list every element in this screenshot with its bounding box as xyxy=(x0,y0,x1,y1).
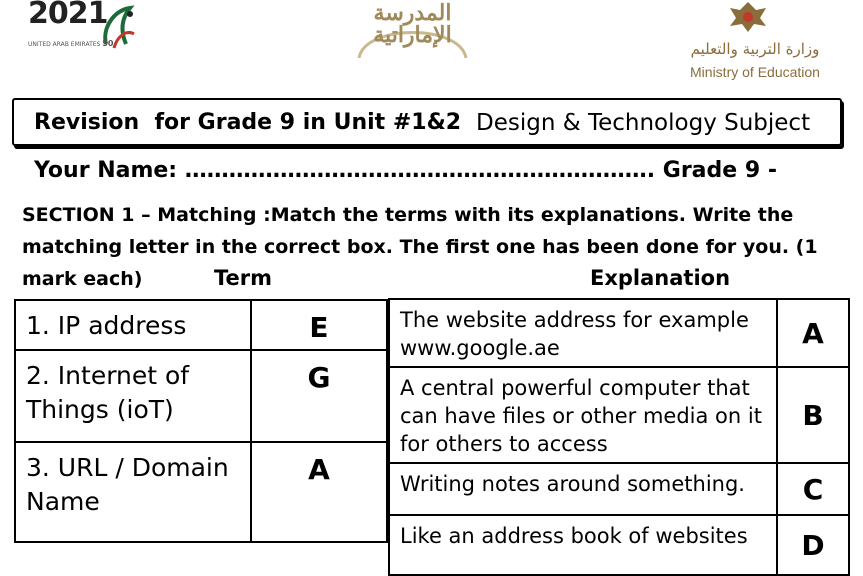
letter-cell: B xyxy=(777,367,849,463)
year-of-fifty-logo xyxy=(0,0,160,66)
explanation-cell: A central powerful computer that can have files or other media on it for others to access xyxy=(389,367,777,463)
answer-box[interactable]: E xyxy=(251,300,387,350)
ministry-name-english: Ministry of Education xyxy=(690,64,820,80)
school-name: المدرسة الإماراتية xyxy=(373,0,452,48)
explanation-cell: Like an address book of websites xyxy=(389,515,777,575)
explanation-column-heading: Explanation xyxy=(590,266,731,290)
term-cell: 1. IP address xyxy=(15,300,251,350)
term-column-heading: Term xyxy=(214,266,273,290)
explanation-cell: Writing notes around something. xyxy=(389,463,777,515)
explanation-cell: The website address for example www.google.ae xyxy=(389,299,777,367)
terms-table xyxy=(14,299,388,543)
term-cell: 2. Internet of Things (ioT) xyxy=(15,350,251,442)
explanations-table xyxy=(388,298,850,576)
letter-cell: D xyxy=(777,515,849,575)
title-banner xyxy=(12,98,842,146)
table-row xyxy=(389,463,849,515)
title-revision: Revision for Grade 9 in Unit #1&2 xyxy=(34,110,462,135)
term-cell: 3. URL / Domain Name xyxy=(15,442,251,542)
falcon-emblem-icon xyxy=(726,0,770,34)
letter-cell: C xyxy=(777,463,849,515)
year-badge: 50 xyxy=(102,39,114,48)
title-subject: Design & Technology Subject xyxy=(476,110,811,136)
answer-box[interactable]: A xyxy=(251,442,387,542)
table-row xyxy=(15,350,387,442)
table-row xyxy=(389,515,849,575)
year-subtitle xyxy=(28,40,138,48)
year-label: 2021 xyxy=(28,0,108,31)
table-row xyxy=(389,299,849,367)
section-instructions: SECTION 1 – Matching :Match the terms with its explanations. Write the matching letter in the correct box. The first one has been done for you. (1 mark each) xyxy=(22,204,818,290)
ministry-name-arabic: وزارة التربية والتعليم xyxy=(690,40,820,58)
table-row xyxy=(389,367,849,463)
year-subtitle-text: UNITED ARAB EMIRATES xyxy=(28,41,101,48)
table-row xyxy=(15,300,387,350)
ministry-logo xyxy=(680,0,830,82)
answer-box[interactable]: G xyxy=(251,350,387,442)
letter-cell: A xyxy=(777,299,849,367)
student-name-line: Your Name: ………………………………………………………. Grade 9 - xyxy=(34,158,777,183)
emirati-school-logo xyxy=(345,0,480,58)
table-row xyxy=(15,442,387,542)
